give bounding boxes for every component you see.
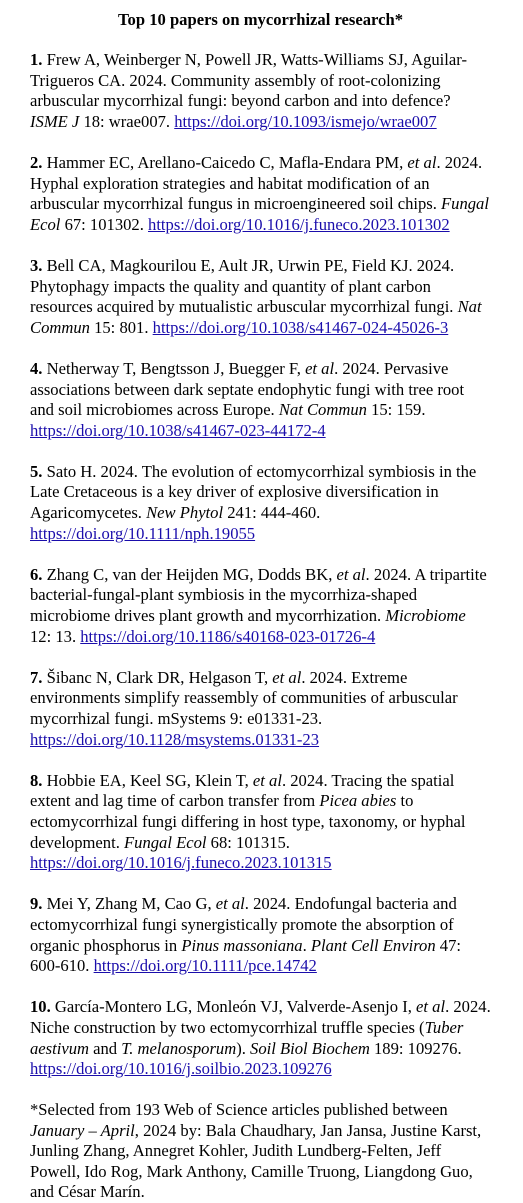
reference-number: 1. <box>30 50 43 69</box>
reference-1 <box>30 50 491 132</box>
species-name: T. melanosporum <box>121 1038 237 1058</box>
reference-volume: 15: 159. <box>366 400 426 420</box>
et-al: et al <box>336 564 366 584</box>
reference-authors: Sato H. 2024. The evolution of ectomycorrhizal symbiosis in the Late Cretaceous is a key driver of explosive diversification in Agaricomycetes. <box>30 461 477 523</box>
reference-authors: Šibanc N, Clark DR, Helgason T, <box>46 667 273 687</box>
reference-authors: Frew A, Weinberger N, Powell JR, Watts-Williams SJ, Aguilar-Trigueros CA. 2024. Community assembly of root-colonizing arbuscular mycorrhizal fungi: beyond carbon and into defence? <box>30 50 467 111</box>
reference-6 <box>30 565 491 647</box>
journal-name: New Phytol <box>146 503 224 523</box>
reference-title: . 2024. Extreme environments simplify reassembly of communities of arbuscular mycorrhizal fungi. mSystems 9: e01331-23. <box>30 667 458 728</box>
reference-authors: Mei Y, Zhang M, Cao G, <box>46 894 216 914</box>
reference-authors: Netherway T, Bengtsson J, Buegger F, <box>46 358 306 378</box>
page-title: Top 10 papers on mycorrhizal research* <box>117 10 403 29</box>
species-name: Tuber aestivum <box>30 1017 464 1058</box>
footnote-period: January – April <box>30 1120 135 1140</box>
reference-authors: Hobbie EA, Keel SG, Klein T, <box>46 770 253 790</box>
doi-link[interactable]: https://doi.org/10.1038/s41467-023-44172-4 <box>30 420 326 440</box>
reference-number: 2. <box>30 152 43 172</box>
reference-authors: García-Montero LG, Monleón VJ, Valverde-Asenjo I, <box>54 997 417 1017</box>
journal-name: Soil Biol Biochem <box>250 1038 370 1058</box>
reference-volume: 189: 109276. <box>369 1038 462 1058</box>
et-al: et al <box>416 997 446 1017</box>
reference-3 <box>30 256 491 338</box>
reference-authors: Bell CA, Magkourilou E, Ault JR, Urwin PE, Field KJ. 2024. Phytophagy impacts the quality and quantity of plant carbon resources acquired by mutualistic arbuscular mycorrhizal fungi. <box>30 255 458 317</box>
reference-9 <box>30 894 491 976</box>
reference-volume: 18: wrae007. <box>79 111 175 131</box>
doi-link[interactable]: https://doi.org/10.1093/ismejo/wrae007 <box>174 111 437 131</box>
reference-8 <box>30 771 491 874</box>
reference-title-cont: ). <box>236 1038 251 1058</box>
reference-authors: Hammer EC, Arellano-Caicedo C, Mafla-Endara PM, <box>46 152 408 172</box>
reference-4 <box>30 359 491 441</box>
reference-7 <box>30 668 491 750</box>
reference-authors: Zhang C, van der Heijden MG, Dodds BK, <box>46 564 337 584</box>
footnote-rest: , 2024 by: Bala Chaudhary, Jan Jansa, Justine Karst, Junling Zhang, Annegret Kohler, Judith Lundberg-Felten, Jeff Powell, Ido Rog, Mark Anthony, Camille Truong, Liangdong Guo, and César Marín. <box>30 1120 482 1202</box>
doi-link[interactable]: https://doi.org/10.1016/j.funeco.2023.101315 <box>30 853 332 873</box>
reference-volume: 47: 600-610. <box>30 935 461 976</box>
et-al: et al <box>272 667 302 687</box>
journal-name: Plant Cell Environ <box>310 935 436 955</box>
footnote <box>30 1100 493 1203</box>
reference-2 <box>30 153 491 235</box>
reference-10 <box>30 997 491 1079</box>
journal-name: Fungal Ecol <box>124 832 207 852</box>
reference-title-cont: and <box>89 1038 122 1058</box>
journal-name: Nat Commun <box>30 297 482 337</box>
doi-link[interactable]: https://doi.org/10.1016/j.soilbio.2023.109276 <box>30 1059 332 1079</box>
reference-number: 8. <box>30 770 43 790</box>
et-al: et al <box>252 770 282 790</box>
reference-5 <box>30 462 491 544</box>
reference-volume: 241: 444-460. <box>223 503 321 523</box>
doi-link[interactable]: https://doi.org/10.1038/s41467-024-45026-3 <box>152 317 449 337</box>
reference-title-cont: to ectomycorrhizal fungi differing in host type, taxonomy, or hyphal development. <box>30 791 466 852</box>
et-al: et al <box>305 358 335 378</box>
doi-link[interactable]: https://doi.org/10.1016/j.funeco.2023.101302 <box>148 214 450 234</box>
reference-title: . 2024. Pervasive associations between dark septate endophytic fungi with tree root and soil microbiomes across Europe. <box>30 358 465 420</box>
et-al: et al <box>407 152 437 172</box>
reference-volume: 67: 101302. <box>60 214 149 234</box>
reference-volume: 12: 13. <box>30 626 81 646</box>
reference-number: 7. <box>30 667 43 687</box>
reference-number: 9. <box>30 894 43 914</box>
journal-name: Microbiome <box>385 606 466 626</box>
doi-link[interactable]: https://doi.org/10.1111/nph.19055 <box>30 523 256 543</box>
doi-link[interactable]: https://doi.org/10.1111/pce.14742 <box>93 956 317 976</box>
reference-title: . 2024. Endofungal bacteria and ectomycorrhizal fungi synergistically promote the absorption of organic phosphorus in <box>30 894 457 955</box>
reference-number: 5. <box>30 461 43 481</box>
reference-title: . 2024. Tracing the spatial extent and lag time of carbon transfer from <box>30 770 455 811</box>
doi-link[interactable]: https://doi.org/10.1186/s40168-023-01726-4 <box>80 626 376 646</box>
species-name: Pinus massoniana <box>181 935 303 955</box>
reference-title: . 2024. Hyphal exploration strategies and habitat modification of an arbuscular mycorrhizal fungus in microengineered soil chips. <box>30 152 483 214</box>
reference-title: . 2024. A tripartite bacterial-fungal-plant symbiosis in the mycorrhiza-shaped microbiome drives plant growth and mycorrhization. <box>30 564 487 626</box>
reference-number: 10. <box>30 997 51 1017</box>
reference-volume: 15: 801. <box>89 317 153 337</box>
reference-number: 3. <box>30 255 43 275</box>
reference-number: 6. <box>30 564 43 584</box>
journal-name: ISME J <box>30 111 80 131</box>
et-al: et al <box>215 894 245 914</box>
reference-list <box>30 50 491 1080</box>
footnote-lead: *Selected from 193 Web of Science articles published between <box>30 1100 448 1119</box>
journal-name: Nat Commun <box>278 400 367 420</box>
doi-link[interactable]: https://doi.org/10.1128/msystems.01331-23 <box>30 729 320 749</box>
species-name: Picea abies <box>319 791 397 811</box>
reference-volume: 68: 101315. <box>206 832 290 852</box>
journal-name: Fungal Ecol <box>30 194 489 234</box>
reference-title: . 2024. Niche construction by two ectomycorrhizal truffle species ( <box>30 997 491 1037</box>
reference-title-cont: . <box>302 935 311 955</box>
reference-number: 4. <box>30 358 43 378</box>
